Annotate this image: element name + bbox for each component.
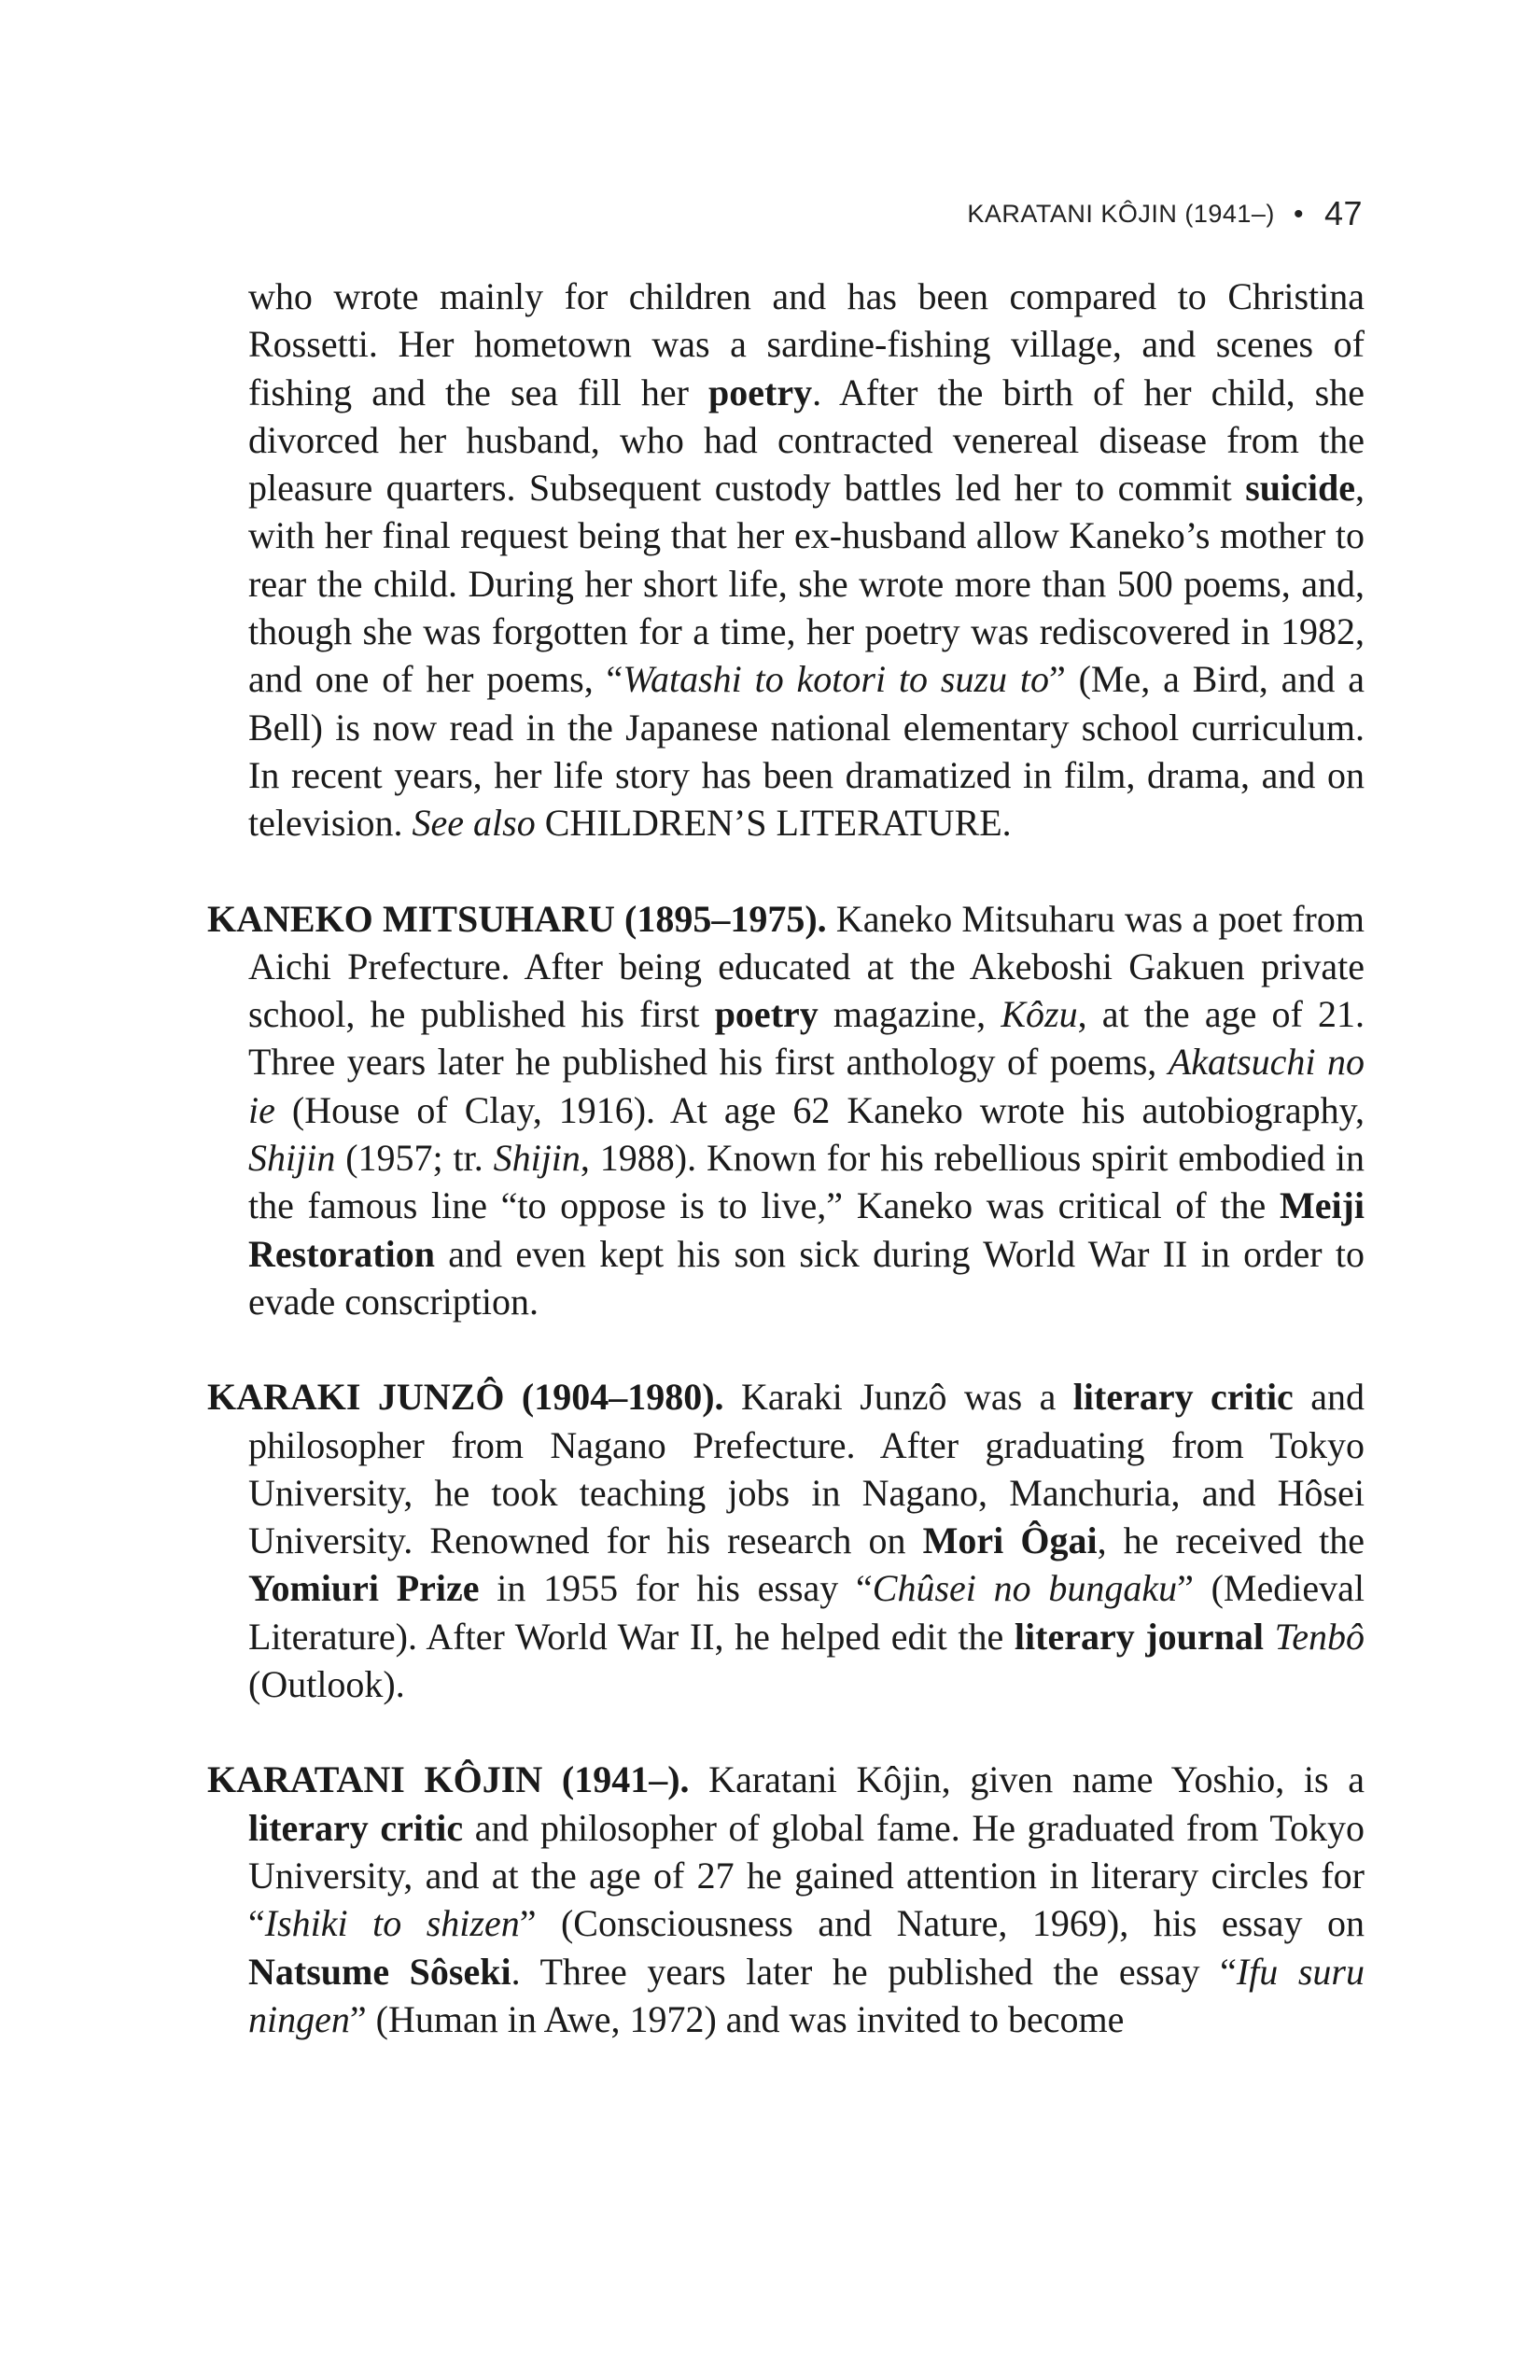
title-italic: Ishiki to shizen bbox=[264, 1902, 520, 1945]
text-run: ” (Me, a Bird, and a Bell) is now read in the Japanese national elementary school curriculum. In recent years, her life story has been dramatized in film, drama, and on television. bbox=[248, 658, 1365, 845]
text-run: who wrote mainly for children and has been compared to Christina Rossetti. Her hometown was a sardine-fishing village, and scenes of fishing and the sea fill her bbox=[248, 275, 1365, 413]
text-run: , with her final request being that her ex-husband allow Kaneko’s mother to rear the child. During her short life, she wrote more than 500 poems, and, though she was forgotten for a time, her poetry was rediscovered in 1982, and one of her poems, “ bbox=[248, 467, 1365, 701]
title-italic: Shijin bbox=[493, 1137, 581, 1180]
text-run: , 1988). Known for his rebellious spirit embodied in the famous line “to oppose is to live,” Kaneko was critical of the bbox=[248, 1137, 1365, 1227]
title-italic: Chûsei no bungaku bbox=[872, 1567, 1178, 1610]
page-number: 47 bbox=[1323, 194, 1363, 232]
cross-reference: poetry bbox=[714, 993, 819, 1036]
text-run: , he received the bbox=[1097, 1519, 1365, 1562]
continuation-paragraph bbox=[248, 273, 1365, 847]
text-run: ” (Consciousness and Nature, 1969), his essay on bbox=[519, 1902, 1365, 1945]
text-run: (Outlook). bbox=[248, 1663, 405, 1706]
text-run: Karaki Junzô was a bbox=[723, 1376, 1073, 1419]
text-run: and philosopher of global fame. He graduated from Tokyo University, and at the age of 27 he gained attention in literary circles for “ bbox=[248, 1806, 1365, 1945]
title-italic: Shijin bbox=[248, 1137, 336, 1180]
title-italic: Tenbô bbox=[1274, 1615, 1365, 1658]
cross-reference: poetry bbox=[708, 371, 813, 413]
text-run: (1957; tr. bbox=[335, 1137, 494, 1180]
cross-reference: suicide bbox=[1245, 467, 1355, 510]
cross-reference: Natsume Sôseki bbox=[248, 1950, 511, 1993]
cross-reference: Mori Ôgai bbox=[922, 1519, 1098, 1562]
text-run: . Three years later he published the essay “ bbox=[511, 1950, 1237, 1993]
running-head bbox=[967, 194, 1363, 233]
title-italic: Ifu suru ningen bbox=[248, 1950, 1365, 2040]
cross-reference: literary critic bbox=[248, 1806, 464, 1849]
text-run: Karatani Kôjin, given name Yoshio, is a bbox=[689, 1758, 1365, 1801]
text-run: magazine, bbox=[818, 993, 1001, 1036]
entry-headword: KARAKI JUNZÔ (1904–1980). bbox=[207, 1376, 724, 1419]
text-run: Kaneko Mitsuharu was a poet from Aichi Prefecture. After being educated at the Akeboshi Gakuen private school, he published his first bbox=[248, 897, 1365, 1036]
cross-reference: Meiji Restoration bbox=[248, 1184, 1365, 1275]
text-run: , at the age of 21. Three years later he published his first anthology of poems, bbox=[248, 993, 1365, 1084]
cross-reference: literary critic bbox=[1072, 1376, 1294, 1419]
cross-reference: Yomiuri Prize bbox=[248, 1567, 480, 1610]
running-head-title: KARATANI KÔJIN (1941–) bbox=[967, 200, 1275, 228]
title-italic: Kôzu bbox=[1001, 993, 1078, 1036]
entry-headword: KANEKO MITSUHARU (1895–1975). bbox=[207, 897, 827, 940]
text-run: and philosopher from Nagano Prefecture. After graduating from Tokyo University, he took teaching jobs in Nagano, Manchuria, and Hôsei University. Renowned for his research on bbox=[248, 1376, 1365, 1562]
text-run: (House of Clay, 1916). At age 62 Kaneko wrote his autobiography, bbox=[274, 1088, 1365, 1131]
text-run: in 1955 for his essay “ bbox=[479, 1567, 873, 1610]
text-run bbox=[1264, 1616, 1275, 1658]
running-head-bullet: • bbox=[1293, 199, 1304, 230]
title-italic: Akatsuchi no ie bbox=[248, 1041, 1365, 1131]
cross-reference: literary journal bbox=[1014, 1615, 1265, 1658]
title-italic: Watashi to kotori to suzu to bbox=[623, 658, 1049, 701]
see-also-label: See also bbox=[412, 802, 536, 845]
entry-kaneko-mitsuharu bbox=[207, 895, 1365, 1326]
text-run: CHILDREN’S LITERATURE. bbox=[535, 802, 1012, 845]
text-run: ” (Medieval Literature). After World War II, he helped edit the bbox=[248, 1567, 1365, 1658]
text-run: and even kept his son sick during World War II in order to evade conscription. bbox=[248, 1232, 1365, 1323]
page-body bbox=[207, 273, 1365, 2043]
entry-karaki-junzo bbox=[207, 1373, 1365, 1708]
entry-headword: KARATANI KÔJIN (1941–). bbox=[207, 1758, 690, 1801]
text-run: . After the birth of her child, she divorced her husband, who had contracted venereal disease from the pleasure quarters. Subsequent custody battles led her to commit bbox=[248, 371, 1365, 510]
entry-karatani-kojin bbox=[207, 1756, 1365, 2043]
text-run: ” (Human in Awe, 1972) and was invited to become bbox=[349, 1997, 1125, 2040]
